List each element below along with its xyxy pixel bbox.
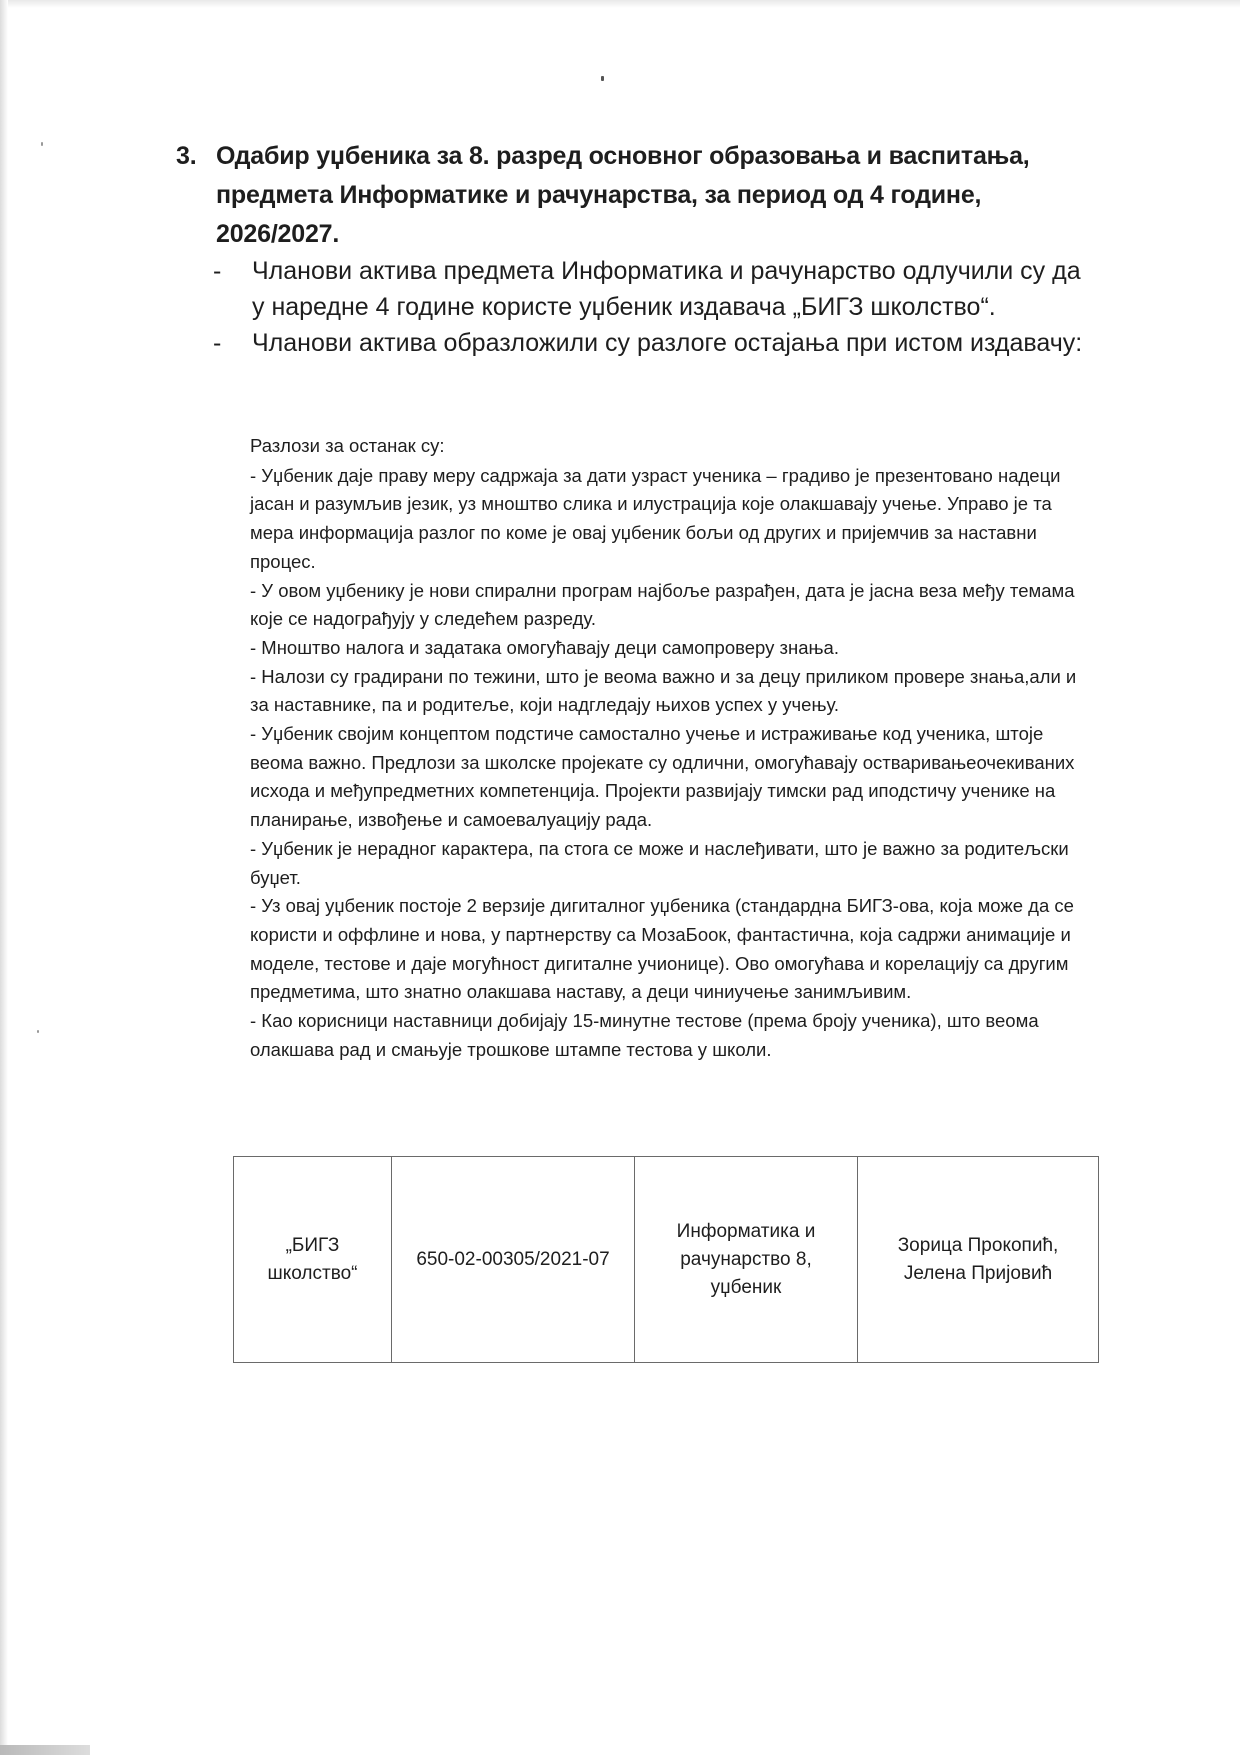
- bullet-text: Чланови актива образложили су разлоге остајања при истом издавачу:: [252, 329, 1083, 357]
- reason-item: - У овом уџбенику је нови спирални програм најбоље разрађен, дата је јасна веза међу темама које се надограђују у следећем разреду.: [250, 579, 1075, 630]
- reasons-intro: Разлози за останак су:: [250, 435, 445, 456]
- scan-speck: [601, 76, 604, 81]
- bullet-item: [213, 325, 1093, 361]
- textbook-title-cell: Информатика и рачунарство 8, уџбеник: [635, 1157, 858, 1363]
- reason-item: - Уџбеник даје праву меру садржаја за дати узраст ученика – градиво је презентовано надеци јасан и разумљив језик, уз мноштво слика и илустрација које олакшавају учење. Управо је та мера информација разлог по коме је овај уџбеник бољи од других и пријемчив за наставни процес.: [250, 464, 1061, 572]
- reason-item: - Уџбеник је нерадног карактера, па стога се може и наслеђивати, што је важно за родитељски буџет.: [250, 837, 1069, 888]
- section-heading: [176, 137, 1076, 254]
- reason-item: - Мноштво налога и задатака омогућавају деци самопроверу знања.: [250, 636, 839, 658]
- scan-edge-left: [0, 0, 8, 1755]
- publisher-cell: „БИГЗ школство“: [234, 1157, 392, 1363]
- bullet-dash: -: [213, 329, 222, 357]
- scan-speck: [37, 1030, 39, 1033]
- reason-item: - Уџбеник својим концептом подстиче самостално учење и истраживање код ученика, штоје веома важно. Предлози за школске пројекате су одлични, омогућавају остваривањеочекиваних исхода и међупредметних компетенција. Пројекти развијају тимски рад иподстичу ученике на планирање, извођење и самоевалуацију рада.: [250, 723, 1075, 831]
- section-title: Одабир уџбеника за 8. разред основног образовања и васпитања, предмета Информатике и рачунарства, за период од 4 године, 2026/2027.: [216, 142, 1030, 248]
- reasons-block: [250, 432, 1100, 1064]
- section-number: 3.: [176, 142, 197, 170]
- scan-speck: [41, 142, 43, 146]
- bullet-text: Чланови актива предмета Информатика и рачунарство одлучили су да у наредне 4 године користе уџбеник издавача „БИГЗ школство“.: [252, 257, 1081, 321]
- table-row: [234, 1157, 1099, 1363]
- reason-item: - Уз овај уџбеник постоје 2 верзије дигиталног уџбеника (стандардна БИГЗ-ова, која може да се користи и оффлине и нова, у партнерству са МозаБоок, фантастична, која садржи анимације и моделе, тестове и даје могућност дигиталне учионице). Ово омогућава и корелацију са другим предметима, што знатно олакшава наставу, а деци чиниучење занимљивим.: [250, 895, 1074, 1003]
- reason-item: - Као корисници наставници добијају 15-минутне тестове (према броју ученика), што веома олакшава рад и смањује трошкове штампе тестова у школи.: [250, 1010, 1039, 1060]
- bullet-dash: -: [213, 257, 222, 285]
- authors-cell: Зорица Прокопић, Јелена Пријовић: [858, 1157, 1099, 1363]
- scan-edge-bottom: [0, 1745, 90, 1755]
- scan-edge-top: [0, 0, 1240, 8]
- reason-item: - Налози су градирани по тежини, што је веома важно и за децу приликом провере знања,али и за наставнике, па и родитеље, који надгледају њихов успех у учењу.: [250, 665, 1077, 716]
- decision-bullets: [213, 253, 1093, 361]
- approval-number-cell: 650-02-00305/2021-07: [392, 1157, 635, 1363]
- bullet-item: [213, 253, 1093, 325]
- textbook-table: [233, 1156, 1099, 1363]
